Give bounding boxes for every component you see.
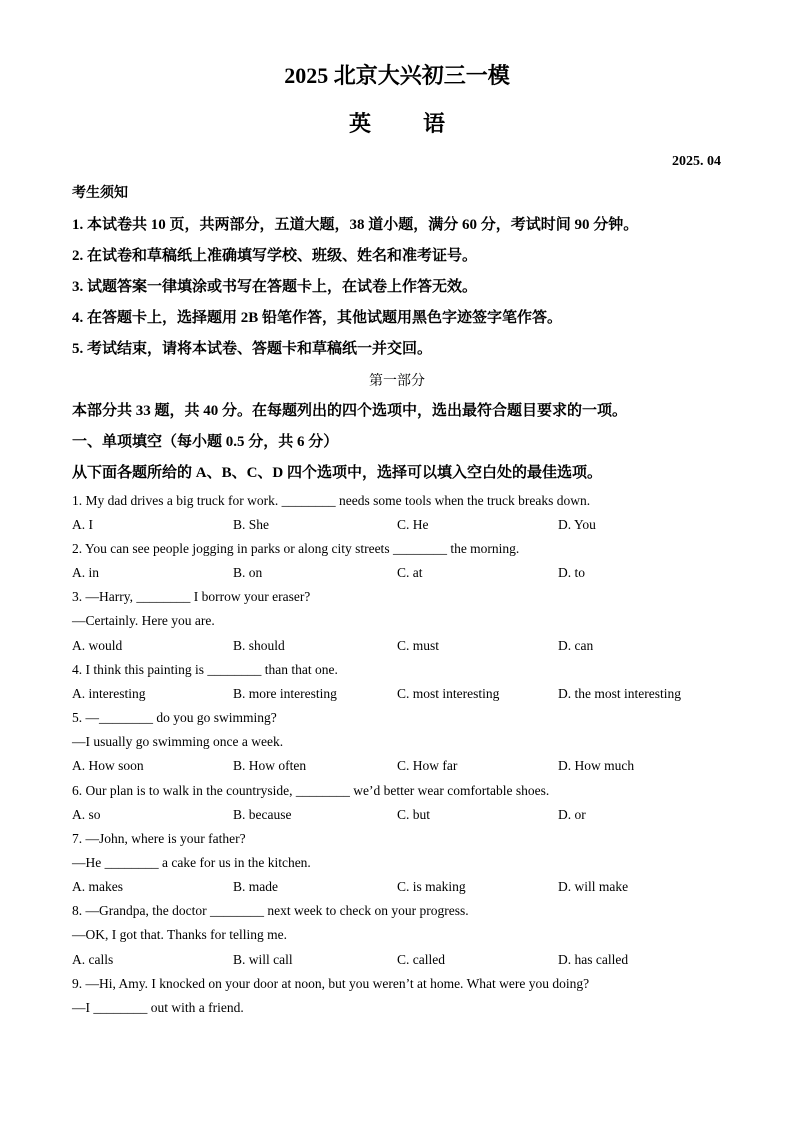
question-stem: 4. I think this painting is ________ than that one.	[72, 662, 338, 677]
exam-date: 2025. 04	[672, 154, 721, 169]
option-d: D. You	[558, 517, 596, 532]
question-stem: 8. —Grandpa, the doctor ________ next week to check on your progress.	[72, 903, 469, 918]
question-stem: 2. You can see people jogging in parks or along city streets ________ the morning.	[72, 541, 520, 556]
notice-item: 5. 考试结束，请将本试卷、答题卡和草稿纸一并交回。	[72, 341, 433, 357]
question-stem: 1. My dad drives a big truck for work. ________ needs some tools when the truck breaks down.	[72, 493, 591, 508]
question-dialogue: —I ________ out with a friend.	[72, 1000, 244, 1015]
option-d: D. or	[558, 807, 586, 822]
option-a: A. interesting	[72, 686, 146, 701]
subject-title: 英语	[348, 111, 497, 136]
option-b: B. will call	[233, 952, 293, 967]
question-stem: 3. —Harry, ________ I borrow your eraser?	[72, 589, 311, 604]
option-d: D. the most interesting	[558, 686, 681, 701]
option-a: A. would	[72, 638, 123, 653]
option-c: C. is making	[397, 879, 466, 894]
option-a: A. calls	[72, 952, 114, 967]
section-title: 一、单项填空（每小题 0.5 分，共 6 分）	[72, 434, 339, 450]
option-d: D. will make	[558, 879, 629, 894]
option-d: D. to	[558, 565, 585, 580]
question-dialogue: —OK, I got that. Thanks for telling me.	[72, 927, 287, 942]
option-c: C. but	[397, 807, 431, 822]
question-stem: 6. Our plan is to walk in the countryside, ________ we’d better wear comfortable shoes.	[72, 783, 550, 798]
option-b: B. on	[233, 565, 263, 580]
question-stem: 9. —Hi, Amy. I knocked on your door at noon, but you weren’t at home. What were you doing?	[72, 976, 590, 991]
option-a: A. How soon	[72, 758, 144, 773]
option-b: B. How often	[233, 758, 307, 773]
option-a: A. I	[72, 517, 93, 532]
question-stem: 7. —John, where is your father?	[72, 831, 246, 846]
option-d: D. can	[558, 638, 594, 653]
option-c: C. must	[397, 638, 440, 653]
notice-item: 3. 试题答案一律填涂或书写在答题卡上，在试卷上作答无效。	[72, 279, 478, 295]
option-a: A. makes	[72, 879, 123, 894]
option-b: B. because	[233, 807, 292, 822]
part-heading: 第一部分	[369, 374, 425, 389]
question-dialogue: —He ________ a cake for us in the kitchen.	[72, 855, 311, 870]
option-b: B. should	[233, 638, 285, 653]
option-a: A. so	[72, 807, 101, 822]
option-c: C. He	[397, 517, 429, 532]
notice-item: 1. 本试卷共 10 页，共两部分，五道大题，38 道小题，满分 60 分，考试时间 90 分钟。	[72, 217, 639, 233]
option-b: B. made	[233, 879, 278, 894]
option-c: C. called	[397, 952, 445, 967]
question-stem: 5. —________ do you go swimming?	[72, 710, 277, 725]
question-dialogue: —Certainly. Here you are.	[72, 613, 215, 628]
notice-item: 2. 在试卷和草稿纸上准确填写学校、班级、姓名和准考证号。	[72, 248, 478, 264]
section-instruction: 从下面各题所给的 A、B、C、D 四个选项中，选择可以填入空白处的最佳选项。	[72, 465, 603, 481]
option-b: B. She	[233, 517, 270, 532]
notice-heading: 考生须知	[72, 186, 128, 201]
notice-item: 4. 在答题卡上，选择题用 2B 铅笔作答，其他试题用黑色字迹签字笔作答。	[72, 310, 563, 326]
option-d: D. How much	[558, 758, 635, 773]
option-c: C. How far	[397, 758, 458, 773]
page-title: 2025 北京大兴初三一模	[284, 63, 510, 88]
option-c: C. most interesting	[397, 686, 500, 701]
option-a: A. in	[72, 565, 99, 580]
option-d: D. has called	[558, 952, 629, 967]
option-c: C. at	[397, 565, 423, 580]
question-dialogue: —I usually go swimming once a week.	[72, 734, 284, 749]
option-b: B. more interesting	[233, 686, 337, 701]
part-intro: 本部分共 33 题，共 40 分。在每题列出的四个选项中，选出最符合题目要求的一项。	[72, 403, 628, 419]
